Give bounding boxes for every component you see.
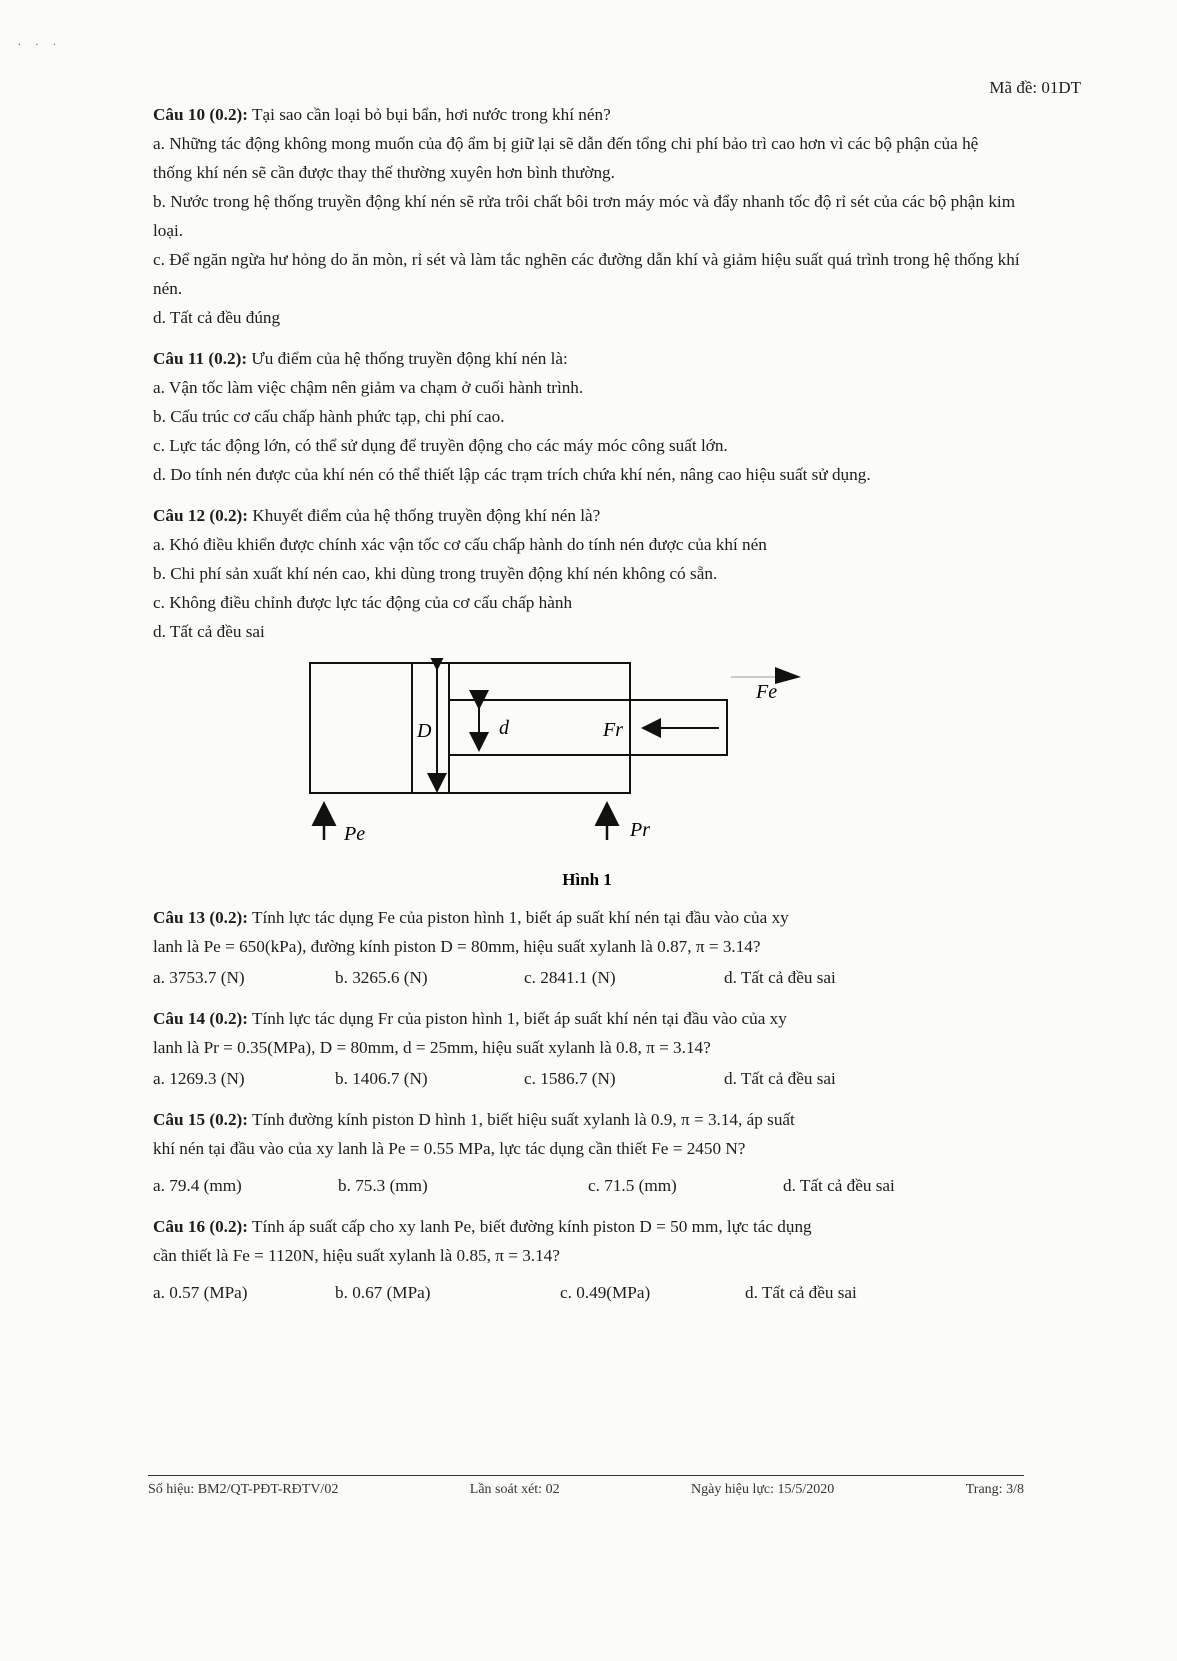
option-c: c. 0.49(MPa) — [560, 1283, 651, 1302]
options-row — [153, 1064, 1021, 1093]
option-d: d. Tất cả đều sai — [745, 1283, 857, 1302]
option-d: d. Tất cả đều sai — [724, 1069, 836, 1088]
option-a: a. 3753.7 (N) — [153, 968, 245, 987]
footer-doc-code: Số hiệu: BM2/QT-PĐT-RĐTV/02 — [148, 1482, 339, 1497]
question-11 — [153, 344, 1021, 489]
figure-caption: Hình 1 — [562, 870, 612, 889]
question-16 — [153, 1212, 1021, 1307]
option-a: a. 0.57 (MPa) — [153, 1283, 248, 1302]
option-a: a. 79.4 (mm) — [153, 1176, 242, 1195]
question-text-line2: khí nén tại đầu vào của xy lanh là Pe = 0.55 MPa, lực tác dụng cần thiết Fe = 2450 N? — [153, 1139, 746, 1158]
label-Fr: Fr — [603, 719, 623, 741]
question-text: Ưu điểm của hệ thống truyền động khí nén là: — [251, 349, 568, 368]
question-text-line1: Tính lực tác dụng Fr của piston hình 1, biết áp suất khí nén tại đầu vào của xy — [252, 1009, 787, 1028]
question-label: Câu 15 (0.2): — [153, 1110, 249, 1129]
label-Fe: Fe — [756, 681, 778, 703]
option-a: a. Khó điều khiển được chính xác vận tốc cơ cấu chấp hành do tính nén được của khí nén — [153, 535, 767, 554]
option-a: a. Những tác động không mong muốn của độ ẩm bị giữ lại sẽ dẫn đến tổng chi phí bảo trì cao hơn vì các bộ phận của hệ thống khí nén sẽ cần được thay thế thường xuyên hơn bình thường. — [153, 134, 979, 182]
option-c: c. 71.5 (mm) — [588, 1176, 677, 1195]
question-text-line1: Tính đường kính piston D hình 1, biết hiệu suất xylanh là 0.9, π = 3.14, áp suất — [252, 1110, 795, 1129]
cylinder-diagram — [153, 658, 1021, 903]
question-text: Tại sao cần loại bỏ bụi bẩn, hơi nước trong khí nén? — [252, 105, 611, 124]
cylinder-figure — [153, 658, 1021, 903]
question-12 — [153, 501, 1021, 646]
option-a: a. Vận tốc làm việc chậm nên giảm va chạm ở cuối hành trình. — [153, 378, 584, 397]
force-Fe-arrowhead — [775, 667, 801, 684]
option-b: b. Nước trong hệ thống truyền động khí nén sẽ rửa trôi chất bôi trơn máy móc và đẩy nhanh tốc độ rỉ sét của các bộ phận kim loại. — [153, 192, 1016, 240]
option-b: b. Cấu trúc cơ cấu chấp hành phức tạp, chi phí cao. — [153, 407, 505, 426]
exam-content — [153, 100, 1021, 1319]
cylinder-body — [310, 663, 630, 793]
option-d: d. Tất cả đều sai — [724, 968, 836, 987]
option-b: b. Chi phí sản xuất khí nén cao, khi dùng trong truyền động khí nén không có sẵn. — [153, 564, 718, 583]
question-15 — [153, 1105, 1021, 1200]
label-D: D — [417, 720, 432, 742]
question-14 — [153, 1004, 1021, 1093]
label-Pe: Pe — [344, 823, 366, 845]
question-text-line2: lanh là Pr = 0.35(MPa), D = 80mm, d = 25mm, hiệu suất xylanh là 0.8, π = 3.14? — [153, 1038, 711, 1057]
question-label: Câu 16 (0.2): — [153, 1217, 249, 1236]
question-text-line2: cần thiết là Fe = 1120N, hiệu suất xylanh là 0.85, π = 3.14? — [153, 1246, 560, 1265]
question-text: Khuyết điểm của hệ thống truyền động khí nén là? — [252, 506, 601, 525]
question-label: Câu 13 (0.2): — [153, 908, 249, 927]
question-text-line1: Tính lực tác dụng Fe của piston hình 1, biết áp suất khí nén tại đầu vào của xy — [252, 908, 789, 927]
question-label: Câu 11 (0.2): — [153, 349, 248, 368]
footer-effective-date: Ngày hiệu lực: 15/5/2020 — [691, 1482, 835, 1497]
footer-page-number: Trang: 3/8 — [965, 1482, 1024, 1497]
question-label: Câu 12 (0.2): — [153, 506, 249, 525]
exam-code: Mã đề: 01DT — [989, 78, 1081, 97]
option-c: c. Để ngăn ngừa hư hỏng do ăn mòn, rỉ sét và làm tắc nghẽn các đường dẫn khí và giảm hiệu suất quá trình trong hệ thống khí nén. — [153, 250, 1020, 298]
option-c: c. Lực tác động lớn, có thể sử dụng để truyền động cho các máy móc công suất lớn. — [153, 436, 728, 455]
footer-revision: Lần soát xét: 02 — [469, 1482, 560, 1497]
scan-specks: . . . — [18, 36, 62, 48]
label-d: d — [499, 717, 509, 739]
option-c: c. 2841.1 (N) — [524, 968, 616, 987]
question-label: Câu 10 (0.2): — [153, 105, 249, 124]
option-d: d. Tất cả đều đúng — [153, 308, 281, 327]
option-c: c. 1586.7 (N) — [524, 1069, 616, 1088]
option-a: a. 1269.3 (N) — [153, 1069, 245, 1088]
label-Pr: Pr — [630, 819, 650, 841]
options-row — [153, 963, 1021, 992]
question-13 — [153, 903, 1021, 992]
question-label: Câu 14 (0.2): — [153, 1009, 249, 1028]
options-row — [153, 1278, 1021, 1307]
question-10 — [153, 100, 1021, 332]
option-d: d. Do tính nén được của khí nén có thể thiết lập các trạm trích chứa khí nén, nâng cao hiệu suất sử dụng. — [153, 465, 871, 484]
option-d: d. Tất cả đều sai — [783, 1176, 895, 1195]
question-text-line2: lanh là Pe = 650(kPa), đường kính piston D = 80mm, hiệu suất xylanh là 0.87, π = 3.14? — [153, 937, 761, 956]
option-b: b. 1406.7 (N) — [335, 1069, 428, 1088]
option-b: b. 3265.6 (N) — [335, 968, 428, 987]
options-row — [153, 1171, 1021, 1200]
question-text-line1: Tính áp suất cấp cho xy lanh Pe, biết đường kính piston D = 50 mm, lực tác dụng — [252, 1217, 812, 1236]
option-d: d. Tất cả đều sai — [153, 622, 265, 641]
page-footer — [148, 1475, 1024, 1498]
option-b: b. 75.3 (mm) — [338, 1176, 428, 1195]
option-c: c. Không điều chỉnh được lực tác động của cơ cấu chấp hành — [153, 593, 573, 612]
option-b: b. 0.67 (MPa) — [335, 1283, 431, 1302]
